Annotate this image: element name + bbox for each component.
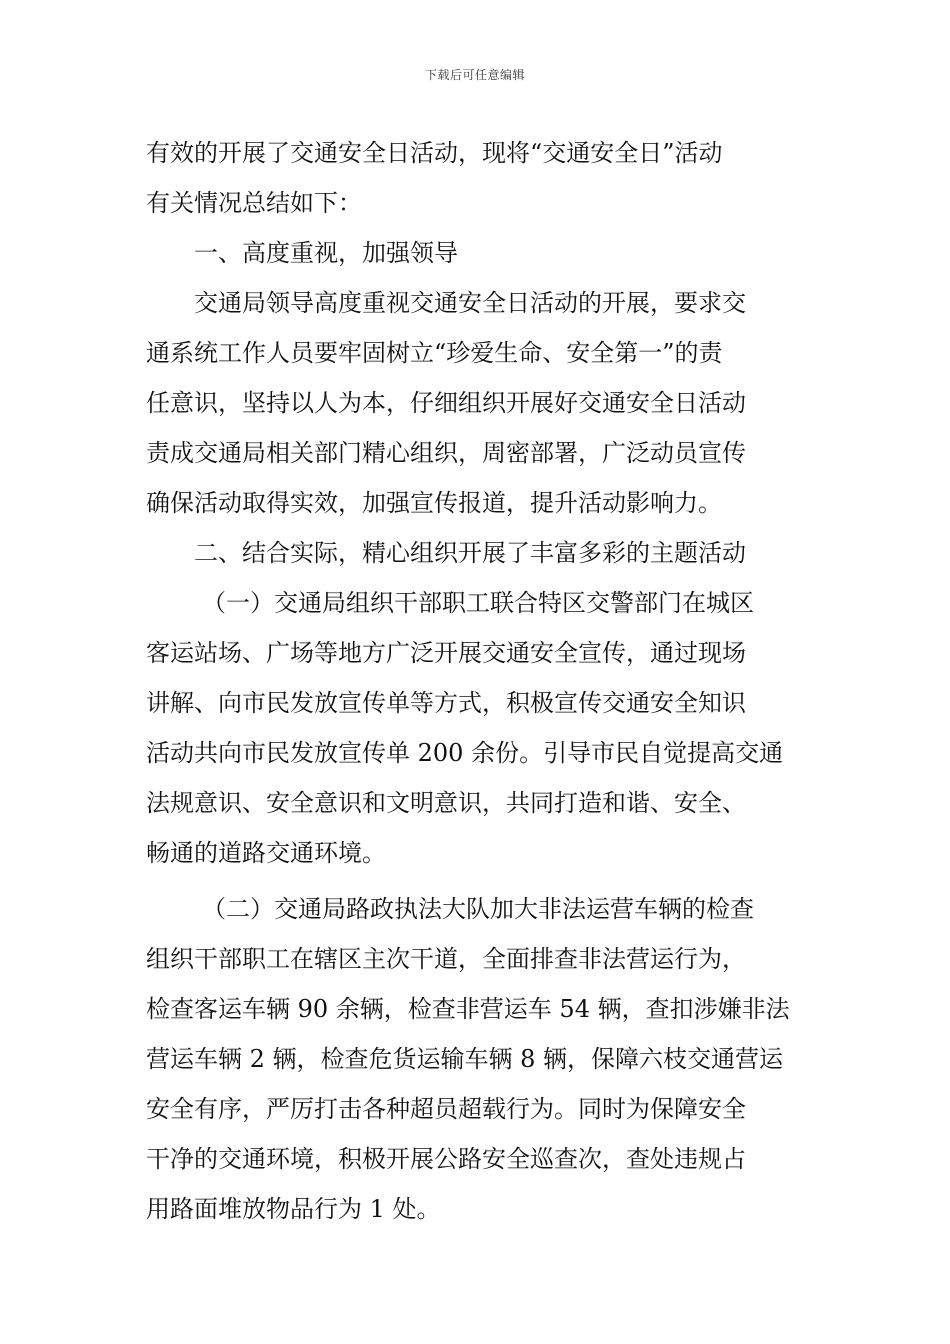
text-line: 客运站场、广场等地方广泛开展交通安全宣传，通过现场	[146, 639, 746, 667]
page-header: 下载后可任意编辑	[424, 68, 525, 82]
text-line: 畅通的道路交通环境。	[146, 839, 386, 867]
text-line: （一）交通局组织干部职工联合特区交警部门在城区	[202, 589, 754, 617]
text-line: 任意识，坚持以人为本，仔细组织开展好交通安全日活动	[146, 389, 746, 417]
text-line: 用路面堆放物品行为 1 处。	[146, 1195, 441, 1223]
text-line: （二）交通局路政执法大队加大非法运营车辆的检查	[202, 895, 754, 923]
text-line: 确保活动取得实效，加强宣传报道，提升活动影响力。	[146, 489, 722, 517]
document-body	[146, 128, 806, 1234]
text-line: 安全有序，严厉打击各种超员超载行为。同时为保障安全	[146, 1095, 746, 1123]
text-line: 法规意识、安全意识和文明意识，共同打造和谐、安全、	[146, 789, 746, 817]
text-line: 组织干部职工在辖区主次干道，全面排查非法营运行为，	[146, 945, 746, 973]
text-line: 有效的开展了交通安全日活动，现将“交通安全日”活动	[146, 139, 723, 167]
section-heading-2: 二、结合实际，精心组织开展了丰富多彩的主题活动	[194, 539, 746, 567]
text-line: 有关情况总结如下：	[146, 189, 362, 217]
text-line: 活动共向市民发放宣传单 200 余份。引导市民自觉提高交通	[146, 739, 784, 767]
text-line: 检查客运车辆 90 余辆，检查非营运车 54 辆，查扣涉嫌非法	[146, 995, 790, 1023]
text-line: 讲解、向市民发放宣传单等方式，积极宣传交通安全知识	[146, 689, 746, 717]
text-line: 责成交通局相关部门精心组织，周密部署，广泛动员宣传	[146, 439, 746, 467]
text-line: 干净的交通环境，积极开展公路安全巡查次，查处违规占	[146, 1145, 746, 1173]
text-line: 营运车辆 2 辆，检查危货运输车辆 8 辆，保障六枝交通营运	[146, 1045, 784, 1073]
text-line: 通系统工作人员要牢固树立“珍爱生命、安全第一”的责	[146, 339, 723, 367]
section-heading-1: 一、高度重视，加强领导	[194, 239, 458, 267]
text-line: 交通局领导高度重视交通安全日活动的开展，要求交	[194, 289, 746, 317]
